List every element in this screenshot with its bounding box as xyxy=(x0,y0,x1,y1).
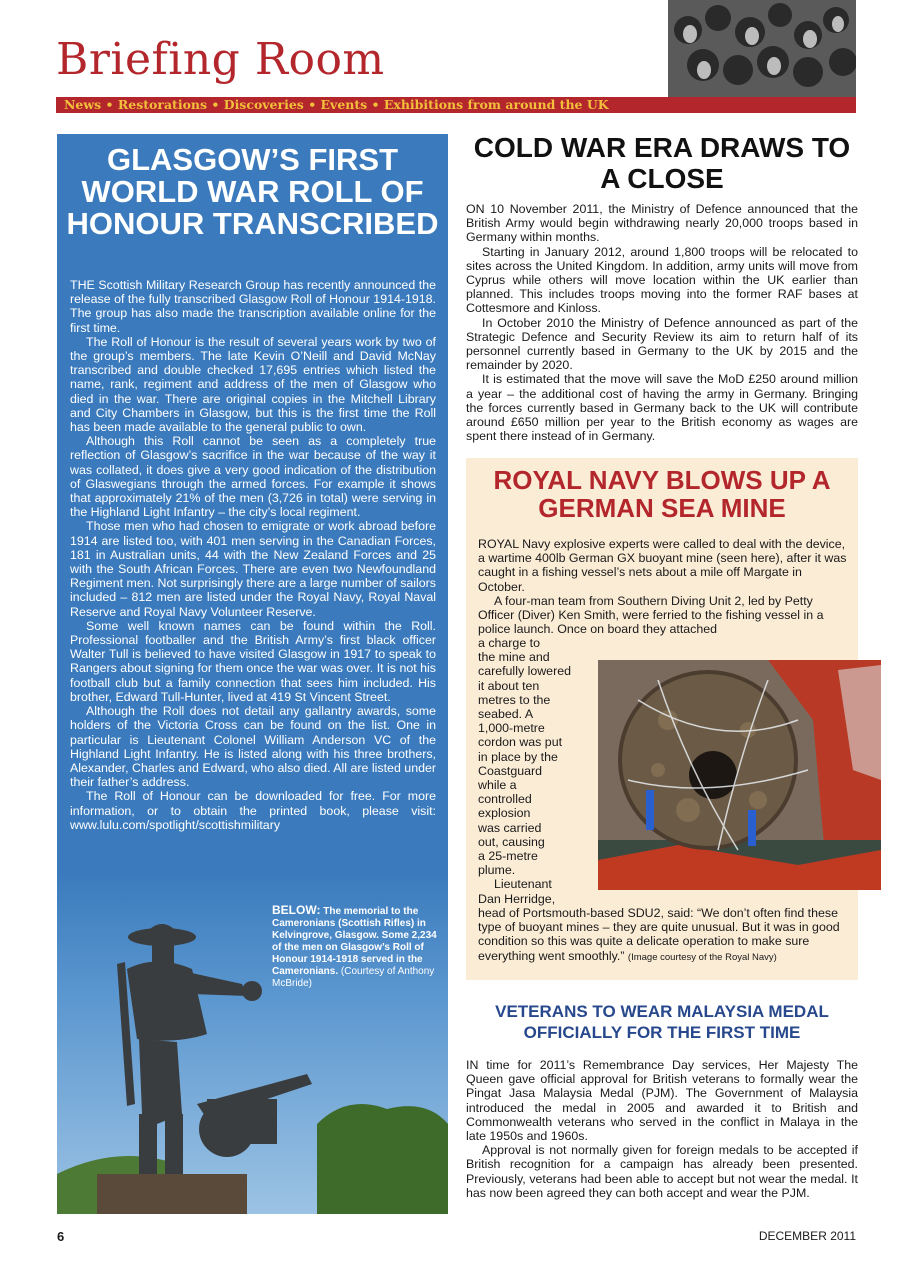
caption-lead: BELOW: xyxy=(272,903,321,917)
narrow-line: 1,000-metre xyxy=(478,721,545,736)
caption-credit: (Courtesy of Anthony McBride) xyxy=(272,966,435,989)
section-masthead: Briefing Room xyxy=(56,34,385,85)
malaysia-paragraph: Approval is not normally given for foreign medals to be accepted if British recognition for a campaign has already been presented. Previously, veterans had been able to accept but not wear the medal. It has now been agreed they can both accept and wear the PJM. xyxy=(466,1143,858,1200)
glasgow-article-panel xyxy=(57,134,448,1214)
narrow-line: controlled xyxy=(478,792,532,807)
caption-text: The memorial to the Cameronians (Scottish Rifles) in Kelvingrove, Glasgow. Some 2,234 of the men on Glasgow’s Roll of Honour 1914-1918 served in the Cameronians. xyxy=(272,906,437,977)
narrow-line: carefully lowered xyxy=(478,664,571,679)
narrow-line: the mine and xyxy=(478,650,550,665)
section-strapline: News • Restorations • Discoveries • Events • Exhibitions from around the UK xyxy=(56,97,856,113)
quote-text: head of Portsmouth-based SDU2, said: “We don’t often find these type of buoyant mines – they are quite unusual. But it was in good condition so this was quite a delicate operation to make sure everything went smoothly.” xyxy=(478,906,840,963)
narrow-line: was carried xyxy=(478,820,542,835)
malaysia-body xyxy=(466,1058,858,1200)
glasgow-body xyxy=(70,278,436,832)
royalnavy-body xyxy=(478,537,850,636)
coldwar-paragraph: Starting in January 2012, around 1,800 troops will be relocated to sites across the United Kingdom. In addition, army units will move from Cyprus while others will move location within the UK earlier than planned. This includes troops moving into the former RAF bases at Cottesmore and Kinloss. xyxy=(466,244,858,316)
narrow-line: while a xyxy=(478,778,517,793)
glasgow-headline: GLASGOW’S FIRST WORLD WAR ROLL OF HONOUR TRANSCRIBED xyxy=(66,142,439,241)
royalnavy-quote-text xyxy=(478,906,850,965)
glasgow-paragraph: Although this Roll cannot be seen as a completely true reflection of Glasgow’s sacrifice in the war because of the way it was collated, it does give a very good indication of the distribution of Glaswegians through the armed forces. For example it shows that approximately 21% of the men (3,726 in total) were serving in the Highland Light Infantry – the city’s local regiment. xyxy=(70,434,436,520)
coldwar-paragraph: In October 2010 the Ministry of Defence announced as part of the Strategic Defence and Security Review its aim to return half of its personnel currently based in Germany to the UK by 2015 and the remainder by 2020. xyxy=(466,315,858,373)
royalnavy-paragraph: A four-man team from Southern Diving Unit 2, led by Petty Officer (Diver) Ken Smith, were ferried to the fishing vessel in a police launch. Once on board they attached xyxy=(478,593,824,637)
narrow-line: out, causing xyxy=(478,834,545,849)
issue-date: DECEMBER 2011 xyxy=(758,1229,856,1243)
narrow-line: Lieutenant xyxy=(494,877,552,892)
narrow-line: cordon was put xyxy=(478,735,563,750)
glasgow-paragraph: The Roll of Honour can be downloaded for free. For more information, or to obtain the printed book, please visit: www.lulu.com/spotlight/scottishmilitary xyxy=(70,789,436,832)
image-credit: (Image courtesy of the Royal Navy) xyxy=(627,951,777,963)
narrow-line: metres to the xyxy=(478,692,551,707)
malaysia-paragraph: IN time for 2011’s Remembrance Day services, Her Majesty The Queen gave official approval for British veterans to formally wear the Pingat Jasa Malaysia Medal (PJM). The Government of Malaysia introduced the medal in 2005 and awarded it to British and Commonwealth veterans who served in the conflict in Malaya in the late 1950s and 1960s. xyxy=(466,1058,858,1144)
narrow-line: in place by the xyxy=(478,749,558,764)
page-number: 6 xyxy=(57,1229,65,1244)
narrow-line: Dan Herridge, xyxy=(478,891,556,906)
glasgow-paragraph: Those men who had chosen to emigrate or work abroad before 1914 are listed too, with 401 men serving in the Canadian Forces, 181 in Australian units, 44 with the New Zealand Forces and 25 with the South African Forces. There are even two Newfoundland Regiment men. Not surprisingly there are a large number of sailors included – 812 men are listed under the Royal Navy, Royal Naval Reserve and Royal Navy Volunteer Reserve. xyxy=(70,519,436,619)
narrow-line: seabed. A xyxy=(478,707,534,722)
sea-mine-photo xyxy=(598,660,881,890)
royalnavy-quote xyxy=(478,906,850,965)
glasgow-paragraph: Although the Roll does not detail any gallantry awards, some holders of the Victoria Cross can be found on the list. One in particular is Lieutenant Colonel William Anderson VC of the Highland Light Infantry. He is listed along with his three brothers, Alexander, Charles and Edward, who also died. All are listed under their father’s address. xyxy=(70,704,436,790)
glasgow-paragraph: The Roll of Honour is the result of several years work by two of the group’s members. The late Kevin O’Neill and David McNay transcribed and double checked 17,695 entries which listed the name, rank, regiment and address of the men of Glasgow who died in the war. There are original copies in the Mitchell Library and City Chambers in Glasgow, but this is the first time the Roll has been made available to the general public to own. xyxy=(70,334,436,435)
narrow-line: explosion xyxy=(478,806,531,821)
royalnavy-paragraph: ROYAL Navy explosive experts were called to deal with the device, a wartime 400lb German GX buoyant mine (seen here), after it was caught in a fishing vessel’s nets about a mile off Margate in October. xyxy=(478,537,847,594)
coldwar-paragraph: It is estimated that the move will save the MoD £250 around million a year – the additional cost of having the army in Germany. Bringing the forces currently based in Germany back to the UK will contribute around £650 million per year to the British economy as wages are spent there instead of in Germany. xyxy=(466,372,858,444)
royalnavy-narrow-column xyxy=(478,636,590,906)
malaysia-headline: VETERANS TO WEAR MALAYSIA MEDAL OFFICIALLY FOR THE FIRST TIME xyxy=(495,1002,829,1042)
royalnavy-headline: ROYAL NAVY BLOWS UP A GERMAN SEA MINE xyxy=(493,465,831,523)
narrow-line: Coastguard xyxy=(478,763,543,778)
narrow-line: plume. xyxy=(478,863,516,878)
narrow-line: a 25-metre xyxy=(478,849,538,864)
coldwar-body xyxy=(466,202,858,443)
glasgow-paragraph: Some well known names can be found within the Roll. Professional footballer and the British Army’s first black officer Walter Tull is believed to have visited Glasgow in 1917 to speak to Rangers about signing for them once the war was over. It is not his football club but a family connection that sees him included. His brother, Edward Tull-Hunter, lived at 419 St Vincent Street. xyxy=(70,618,436,704)
crowd-photo xyxy=(668,0,856,97)
memorial-caption xyxy=(272,904,437,990)
glasgow-paragraph: THE Scottish Military Research Group has recently announced the release of the fully transcribed Glasgow Roll of Honour 1914-1918. The group has also made the transcription available online for the first time. xyxy=(70,278,436,335)
coldwar-headline: COLD WAR ERA DRAWS TO A CLOSE xyxy=(473,132,851,194)
narrow-line: it about ten xyxy=(478,678,540,693)
narrow-line: a charge to xyxy=(478,636,540,650)
coldwar-paragraph: ON 10 November 2011, the Ministry of Defence announced that the British Army would begin withdrawing nearly 20,000 troops based in Germany within months. xyxy=(466,202,858,245)
